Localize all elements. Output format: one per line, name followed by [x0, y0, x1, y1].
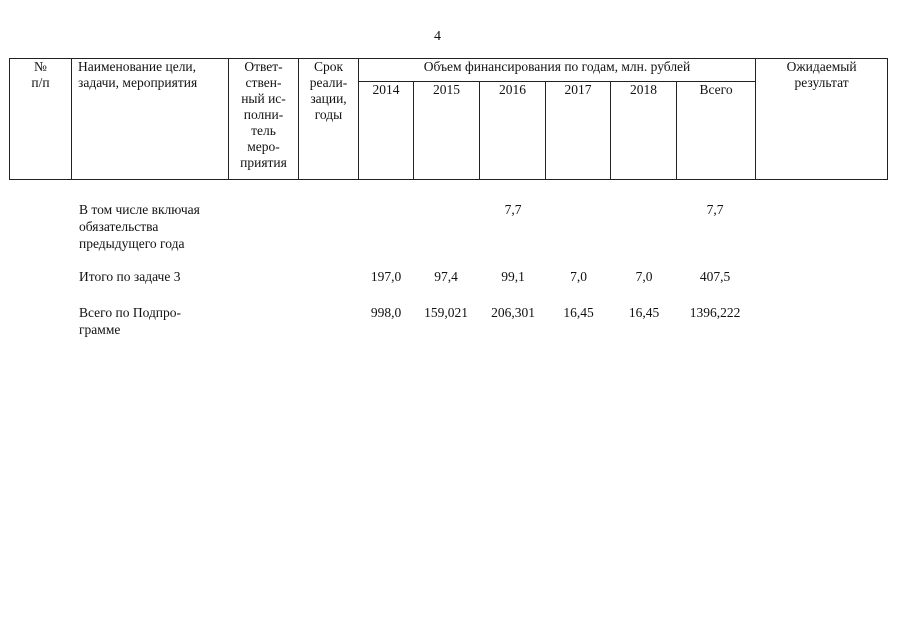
col-header-year-2017: 2017 [546, 82, 611, 180]
row-label: В том числе включая обязательства предыдущего года [79, 202, 200, 251]
cell-2015: 159,021 [424, 305, 468, 320]
col-header-financing: Объем финансирования по годам, млн. рублей [359, 59, 756, 82]
col-header-year-2016: 2016 [480, 82, 546, 180]
cell-total: 1396,222 [689, 305, 741, 320]
cell-2014: 998,0 [370, 305, 402, 320]
col-header-result: Ожидаемый результат [756, 59, 888, 180]
cell-2018: 16,45 [628, 305, 660, 320]
cell-2014: 197,0 [370, 269, 402, 284]
col-header-responsible: Ответ- ствен- ный ис- полни- тель меро- приятия [229, 59, 299, 180]
col-header-year-2015: 2015 [414, 82, 480, 180]
cell-total: 7,7 [706, 202, 724, 217]
col-header-number: № п/п [10, 59, 72, 180]
col-header-year-2018: 2018 [611, 82, 677, 180]
row-label: Итого по задаче 3 [79, 269, 181, 284]
col-header-term: Срок реали- зации, годы [299, 59, 359, 180]
col-header-total: Всего [677, 82, 756, 180]
table-header [9, 58, 888, 180]
col-header-name: Наименование цели, задачи, мероприятия [72, 59, 229, 180]
col-header-year-2014: 2014 [359, 82, 414, 180]
cell-2016: 99,1 [501, 269, 525, 284]
cell-2016: 7,7 [504, 202, 522, 217]
cell-2016: 206,301 [491, 305, 535, 320]
page-number: 4 [434, 29, 441, 44]
row-label: Всего по Подпро- грамме [79, 305, 182, 337]
cell-2017: 7,0 [570, 269, 587, 284]
cell-2018: 7,0 [635, 269, 653, 284]
cell-2015: 97,4 [434, 269, 458, 284]
cell-2017: 16,45 [563, 305, 594, 320]
cell-total: 407,5 [699, 269, 731, 284]
